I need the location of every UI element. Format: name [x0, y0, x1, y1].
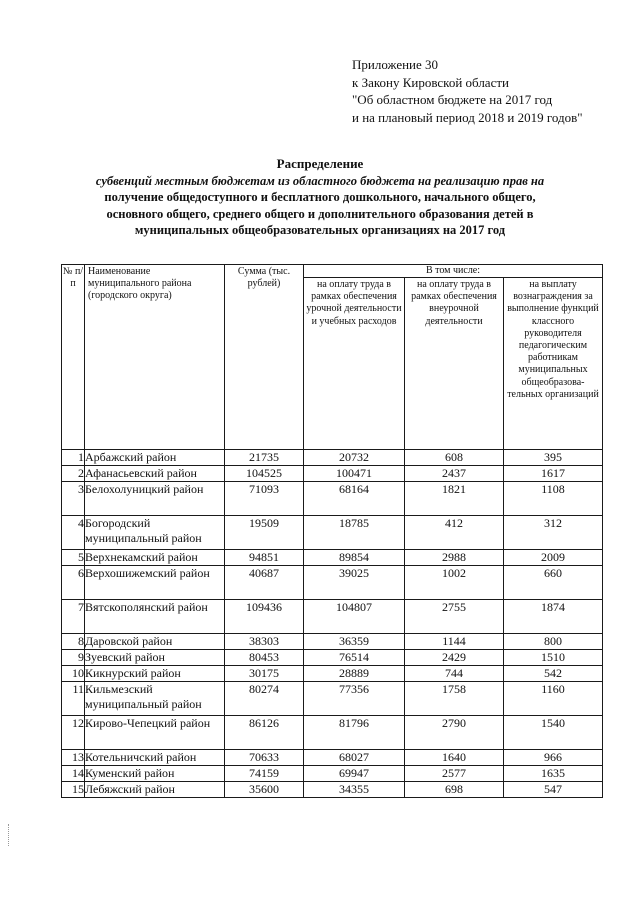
cell-number: 4	[62, 516, 85, 550]
cell-class-teacher: 1160	[504, 682, 603, 716]
cell-district-name: Куменский район	[85, 766, 225, 782]
cell-district-name: Даровской район	[85, 634, 225, 650]
appendix-line: "Об областном бюджете на 2017 год	[352, 92, 553, 107]
header-sub-lessons: на оплату труда в рамках обеспечения урочной деятельности и учебных расходов	[304, 278, 405, 450]
cell-class-teacher: 1874	[504, 600, 603, 634]
cell-number: 15	[62, 782, 85, 798]
table-row	[62, 550, 603, 566]
title-line: основного общего, среднего общего и дополнительного образования детей в	[106, 206, 534, 221]
cell-class-teacher: 395	[504, 450, 603, 466]
table-row	[62, 600, 603, 634]
subsidy-table	[61, 264, 603, 798]
header-including: В том числе:	[304, 265, 603, 278]
cell-district-name: Богородский муниципальный район	[85, 516, 225, 550]
cell-extracurricular: 2790	[405, 716, 504, 750]
cell-extracurricular: 2988	[405, 550, 504, 566]
cell-number: 13	[62, 750, 85, 766]
cell-lessons: 36359	[304, 634, 405, 650]
table-row	[62, 666, 603, 682]
cell-district-name: Зуевский район	[85, 650, 225, 666]
table-row	[62, 466, 603, 482]
title-subtitle: субвенций местным бюджетам из областного бюджета на реализацию прав на	[95, 173, 545, 188]
cell-number: 7	[62, 600, 85, 634]
cell-lessons: 77356	[304, 682, 405, 716]
cell-class-teacher: 1617	[504, 466, 603, 482]
table-row	[62, 716, 603, 750]
cell-extracurricular: 1758	[405, 682, 504, 716]
cell-class-teacher: 800	[504, 634, 603, 650]
cell-extracurricular: 608	[405, 450, 504, 466]
header-sum: Сумма (тыс. рублей)	[225, 265, 304, 450]
title-heading: Распределение	[276, 156, 364, 171]
table-row	[62, 450, 603, 466]
cell-extracurricular: 1821	[405, 482, 504, 516]
appendix-block	[352, 56, 583, 126]
cell-number: 8	[62, 634, 85, 650]
cell-sum: 86126	[225, 716, 304, 750]
cell-district-name: Лебяжский район	[85, 782, 225, 798]
cell-number: 3	[62, 482, 85, 516]
cell-extracurricular: 698	[405, 782, 504, 798]
cell-lessons: 89854	[304, 550, 405, 566]
cell-district-name: Верхошижемский район	[85, 566, 225, 600]
cell-sum: 94851	[225, 550, 304, 566]
cell-number: 9	[62, 650, 85, 666]
table-row	[62, 750, 603, 766]
cell-district-name: Белохолуницкий район	[85, 482, 225, 516]
cell-number: 1	[62, 450, 85, 466]
cell-extracurricular: 744	[405, 666, 504, 682]
appendix-line: к Закону Кировской области	[352, 74, 509, 90]
table-row	[62, 634, 603, 650]
margin-mark	[8, 824, 11, 846]
cell-lessons: 39025	[304, 566, 405, 600]
cell-class-teacher: 966	[504, 750, 603, 766]
cell-district-name: Вятскополянский район	[85, 600, 225, 634]
cell-lessons: 68027	[304, 750, 405, 766]
cell-lessons: 34355	[304, 782, 405, 798]
cell-class-teacher: 1510	[504, 650, 603, 666]
title-line: получение общедоступного и бесплатного дошкольного, начального общего,	[104, 190, 536, 204]
cell-class-teacher: 2009	[504, 550, 603, 566]
cell-extracurricular: 2755	[405, 600, 504, 634]
cell-number: 11	[62, 682, 85, 716]
cell-sum: 80274	[225, 682, 304, 716]
cell-sum: 21735	[225, 450, 304, 466]
cell-sum: 35600	[225, 782, 304, 798]
table-row	[62, 682, 603, 716]
cell-lessons: 69947	[304, 766, 405, 782]
cell-sum: 30175	[225, 666, 304, 682]
cell-extracurricular: 2437	[405, 466, 504, 482]
cell-number: 6	[62, 566, 85, 600]
cell-lessons: 76514	[304, 650, 405, 666]
table-row	[62, 766, 603, 782]
cell-extracurricular: 2577	[405, 766, 504, 782]
cell-sum: 38303	[225, 634, 304, 650]
cell-district-name: Арбажский район	[85, 450, 225, 466]
cell-class-teacher: 1635	[504, 766, 603, 782]
cell-number: 14	[62, 766, 85, 782]
cell-district-name: Афанасьевский район	[85, 466, 225, 482]
cell-sum: 19509	[225, 516, 304, 550]
table-row	[62, 650, 603, 666]
cell-sum: 71093	[225, 482, 304, 516]
cell-extracurricular: 1002	[405, 566, 504, 600]
table-row	[62, 566, 603, 600]
cell-lessons: 18785	[304, 516, 405, 550]
cell-class-teacher: 312	[504, 516, 603, 550]
cell-sum: 40687	[225, 566, 304, 600]
cell-class-teacher: 660	[504, 566, 603, 600]
cell-class-teacher: 1108	[504, 482, 603, 516]
table-row	[62, 782, 603, 798]
cell-sum: 109436	[225, 600, 304, 634]
cell-district-name: Кильмезский муниципальный район	[85, 682, 225, 716]
cell-lessons: 20732	[304, 450, 405, 466]
cell-number: 10	[62, 666, 85, 682]
appendix-line: Приложение 30	[352, 57, 439, 72]
document-title	[40, 156, 600, 239]
cell-sum: 104525	[225, 466, 304, 482]
cell-class-teacher: 547	[504, 782, 603, 798]
cell-class-teacher: 1540	[504, 716, 603, 750]
cell-extracurricular: 412	[405, 516, 504, 550]
cell-class-teacher: 542	[504, 666, 603, 682]
header-name: Наименование муниципального района (городского округа)	[85, 265, 225, 450]
appendix-line: и на плановый период 2018 и 2019 годов"	[352, 109, 583, 125]
cell-number: 12	[62, 716, 85, 750]
cell-number: 2	[62, 466, 85, 482]
cell-extracurricular: 1144	[405, 634, 504, 650]
table-row	[62, 516, 603, 550]
table-row	[62, 482, 603, 516]
cell-lessons: 81796	[304, 716, 405, 750]
cell-lessons: 100471	[304, 466, 405, 482]
cell-number: 5	[62, 550, 85, 566]
cell-sum: 80453	[225, 650, 304, 666]
title-line: муниципальных общеобразовательных организациях на 2017 год	[134, 223, 506, 237]
cell-lessons: 28889	[304, 666, 405, 682]
header-number: № п/п	[62, 265, 85, 450]
cell-sum: 70633	[225, 750, 304, 766]
cell-district-name: Верхнекамский район	[85, 550, 225, 566]
cell-district-name: Кикнурский район	[85, 666, 225, 682]
header-sub-extracurricular: на оплату труда в рамках обеспечения внеурочной деятельности	[405, 278, 504, 450]
cell-extracurricular: 1640	[405, 750, 504, 766]
cell-district-name: Котельничский район	[85, 750, 225, 766]
cell-lessons: 68164	[304, 482, 405, 516]
cell-sum: 74159	[225, 766, 304, 782]
cell-district-name: Кирово-Чепецкий район	[85, 716, 225, 750]
header-sub-class-teacher: на выплату вознаграждения за выполнение функций классного руководителя педагогическим работникам муниципальных общеобразова-тельных организаций	[504, 278, 603, 450]
cell-lessons: 104807	[304, 600, 405, 634]
cell-extracurricular: 2429	[405, 650, 504, 666]
